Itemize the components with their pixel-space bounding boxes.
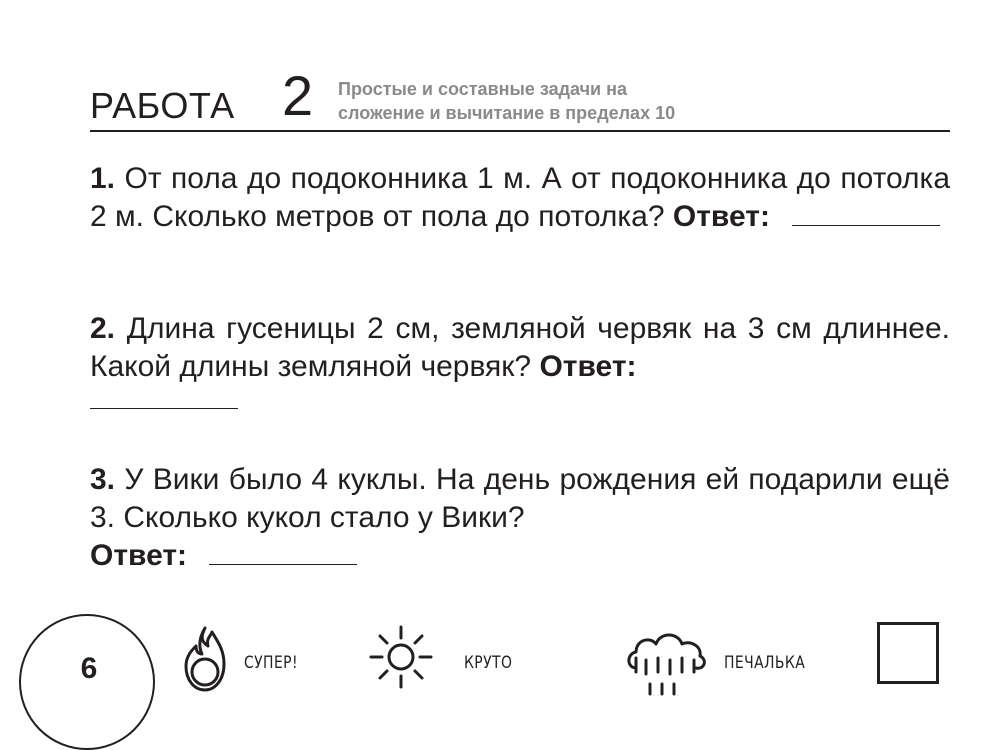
mood-label-cool: КРУТО (464, 653, 513, 673)
page-number: 6 (80, 652, 98, 685)
task-text: У Вики было 4 куклы. На день рождения ей подарили ещё 3. Сколько кукол стало у Вики? (90, 463, 950, 534)
task-number: 1. (90, 162, 116, 195)
answer-label: Ответ: (539, 350, 637, 383)
answer-blank[interactable] (792, 199, 940, 226)
answer-blank[interactable] (209, 538, 357, 565)
task-number: 2. (90, 312, 116, 345)
answer-label: Ответ: (672, 200, 770, 233)
task-text: От пола до подоконника 1 м. А от подоконника до потолка 2 м. Сколько метров от пола до потолка? (90, 162, 950, 233)
subtitle-line-1: Простые и составные задачи на (338, 79, 628, 99)
answer-blank[interactable] (90, 388, 238, 409)
worksheet-subtitle (338, 77, 675, 125)
worksheet-number: 2 (282, 64, 314, 127)
rain-cloud-icon[interactable] (624, 628, 708, 698)
mood-label-super: СУПЕР! (244, 653, 298, 673)
page-number-circle (19, 614, 155, 750)
worksheet-title: РАБОТА (90, 85, 235, 126)
task-1 (90, 160, 950, 236)
task-text: Длина гусеницы 2 см, земляной червяк на 3 см длиннее. Какой длины земляной червяк? (90, 312, 950, 383)
task-3 (90, 461, 950, 575)
mood-label-sad: ПЕЧАЛЬКА (724, 653, 806, 673)
answer-label: Ответ: (90, 539, 188, 572)
subtitle-line-2: сложение и вычитание в пределах 10 (338, 103, 676, 123)
header-divider (90, 130, 950, 132)
sun-icon[interactable] (368, 624, 434, 690)
worksheet-header (90, 60, 950, 132)
fire-icon[interactable] (178, 624, 232, 696)
task-2 (90, 310, 950, 409)
check-box[interactable] (877, 622, 939, 684)
task-number: 3. (90, 463, 116, 496)
